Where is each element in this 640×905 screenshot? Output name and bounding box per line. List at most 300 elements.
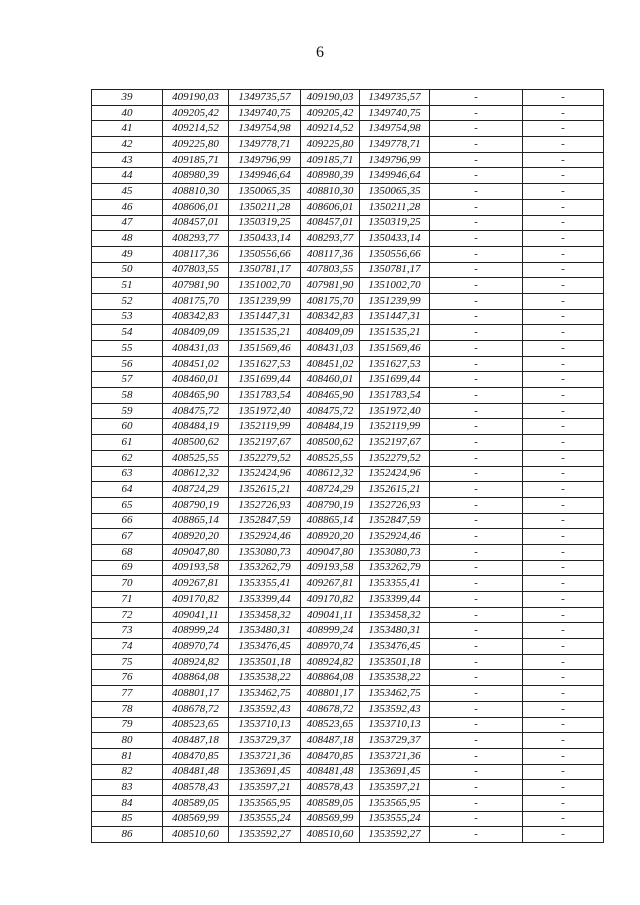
value-column-6: - [430,199,523,215]
y-coordinate-2: 1350433,14 [360,231,430,247]
x-coordinate: 408451,02 [163,356,229,372]
value-column-6: - [430,607,523,623]
point-number: 76 [92,670,163,686]
value-column-7: - [523,309,604,325]
value-column-7: - [523,764,604,780]
y-coordinate: 1353565,95 [229,795,301,811]
point-number: 77 [92,686,163,702]
value-column-7: - [523,748,604,764]
point-number: 51 [92,278,163,294]
y-coordinate-2: 1350319,25 [360,215,430,231]
y-coordinate: 1351972,40 [229,403,301,419]
x-coordinate-2: 408810,30 [301,184,360,200]
x-coordinate: 408589,05 [163,795,229,811]
value-column-7: - [523,560,604,576]
value-column-6: - [430,639,523,655]
page-number: 6 [316,44,324,61]
value-column-7: - [523,654,604,670]
x-coordinate: 408293,77 [163,231,229,247]
table-row [92,544,604,560]
y-coordinate: 1353399,44 [229,592,301,608]
point-number: 65 [92,497,163,513]
x-coordinate-2: 408612,32 [301,466,360,482]
y-coordinate: 1352119,99 [229,419,301,435]
y-coordinate: 1353480,31 [229,623,301,639]
value-column-7: - [523,278,604,294]
x-coordinate-2: 408117,36 [301,246,360,262]
x-coordinate: 408500,62 [163,435,229,451]
x-coordinate: 408678,72 [163,701,229,717]
x-coordinate-2: 408470,85 [301,748,360,764]
x-coordinate-2: 409190,03 [301,90,360,106]
x-coordinate-2: 409185,71 [301,152,360,168]
value-column-7: - [523,215,604,231]
table-row [92,623,604,639]
y-coordinate: 1352726,93 [229,497,301,513]
table-row [92,403,604,419]
value-column-7: - [523,137,604,153]
y-coordinate-2: 1353080,73 [360,544,430,560]
x-coordinate: 408864,08 [163,670,229,686]
point-number: 83 [92,780,163,796]
y-coordinate: 1353462,75 [229,686,301,702]
x-coordinate-2: 408606,01 [301,199,360,215]
y-coordinate-2: 1353691,45 [360,764,430,780]
value-column-6: - [430,576,523,592]
value-column-6: - [430,435,523,451]
value-column-7: - [523,686,604,702]
y-coordinate: 1352424,96 [229,466,301,482]
value-column-7: - [523,121,604,137]
y-coordinate-2: 1353480,31 [360,623,430,639]
table-row [92,497,604,513]
y-coordinate-2: 1351002,70 [360,278,430,294]
y-coordinate-2: 1353555,24 [360,811,430,827]
value-column-6: - [430,686,523,702]
x-coordinate-2: 408970,74 [301,639,360,655]
table-row [92,388,604,404]
value-column-6: - [430,497,523,513]
table-row [92,827,604,843]
x-coordinate: 408865,14 [163,513,229,529]
value-column-7: - [523,623,604,639]
table-row [92,215,604,231]
table-row [92,246,604,262]
value-column-6: - [430,811,523,827]
point-number: 62 [92,450,163,466]
x-coordinate-2: 408481,48 [301,764,360,780]
value-column-6: - [430,701,523,717]
table-row [92,701,604,717]
x-coordinate: 409267,81 [163,576,229,592]
y-coordinate: 1350781,17 [229,262,301,278]
value-column-7: - [523,827,604,843]
value-column-7: - [523,592,604,608]
y-coordinate: 1352197,67 [229,435,301,451]
value-column-6: - [430,482,523,498]
x-coordinate-2: 408999,24 [301,623,360,639]
point-number: 39 [92,90,163,106]
point-number: 50 [92,262,163,278]
y-coordinate-2: 1350211,28 [360,199,430,215]
x-coordinate-2: 408864,08 [301,670,360,686]
x-coordinate-2: 408510,60 [301,827,360,843]
point-number: 80 [92,733,163,749]
x-coordinate-2: 409205,42 [301,105,360,121]
y-coordinate-2: 1349796,99 [360,152,430,168]
value-column-6: - [430,795,523,811]
y-coordinate-2: 1353721,36 [360,748,430,764]
table-row [92,748,604,764]
table-row [92,686,604,702]
y-coordinate-2: 1350781,17 [360,262,430,278]
y-coordinate: 1351783,54 [229,388,301,404]
y-coordinate-2: 1351569,46 [360,341,430,357]
x-coordinate: 407981,90 [163,278,229,294]
value-column-6: - [430,231,523,247]
x-coordinate-2: 409225,80 [301,137,360,153]
y-coordinate-2: 1349754,98 [360,121,430,137]
table-row [92,717,604,733]
value-column-6: - [430,215,523,231]
y-coordinate: 1353501,18 [229,654,301,670]
y-coordinate: 1352847,59 [229,513,301,529]
point-number: 57 [92,372,163,388]
y-coordinate: 1353592,43 [229,701,301,717]
value-column-7: - [523,419,604,435]
x-coordinate: 408487,18 [163,733,229,749]
x-coordinate-2: 408342,83 [301,309,360,325]
value-column-7: - [523,341,604,357]
value-column-7: - [523,105,604,121]
table-row [92,90,604,106]
value-column-7: - [523,293,604,309]
point-number: 42 [92,137,163,153]
coordinates-table-body [92,90,604,843]
y-coordinate: 1349735,57 [229,90,301,106]
x-coordinate-2: 408500,62 [301,435,360,451]
value-column-7: - [523,246,604,262]
point-number: 79 [92,717,163,733]
value-column-7: - [523,403,604,419]
table-row [92,435,604,451]
y-coordinate: 1352924,46 [229,529,301,545]
y-coordinate-2: 1352119,99 [360,419,430,435]
y-coordinate: 1352279,52 [229,450,301,466]
point-number: 63 [92,466,163,482]
y-coordinate: 1353458,32 [229,607,301,623]
y-coordinate-2: 1351627,53 [360,356,430,372]
x-coordinate: 409185,71 [163,152,229,168]
point-number: 47 [92,215,163,231]
x-coordinate: 409190,03 [163,90,229,106]
y-coordinate-2: 1351239,99 [360,293,430,309]
table-row [92,482,604,498]
x-coordinate-2: 408451,02 [301,356,360,372]
value-column-7: - [523,325,604,341]
y-coordinate-2: 1351447,31 [360,309,430,325]
y-coordinate-2: 1353565,95 [360,795,430,811]
value-column-6: - [430,356,523,372]
value-column-7: - [523,733,604,749]
y-coordinate: 1350433,14 [229,231,301,247]
value-column-6: - [430,105,523,121]
value-column-6: - [430,278,523,294]
x-coordinate-2: 408801,17 [301,686,360,702]
y-coordinate: 1351447,31 [229,309,301,325]
point-number: 43 [92,152,163,168]
point-number: 75 [92,654,163,670]
value-column-6: - [430,529,523,545]
x-coordinate-2: 408460,01 [301,372,360,388]
y-coordinate: 1353597,21 [229,780,301,796]
table-row [92,592,604,608]
y-coordinate-2: 1349735,57 [360,90,430,106]
y-coordinate-2: 1351535,21 [360,325,430,341]
point-number: 70 [92,576,163,592]
x-coordinate: 408481,48 [163,764,229,780]
value-column-6: - [430,592,523,608]
point-number: 66 [92,513,163,529]
y-coordinate-2: 1353592,27 [360,827,430,843]
value-column-7: - [523,482,604,498]
point-number: 84 [92,795,163,811]
value-column-7: - [523,450,604,466]
value-column-7: - [523,90,604,106]
table-row [92,764,604,780]
table-row [92,199,604,215]
y-coordinate-2: 1353597,21 [360,780,430,796]
x-coordinate: 408342,83 [163,309,229,325]
y-coordinate-2: 1352197,67 [360,435,430,451]
x-coordinate-2: 408484,19 [301,419,360,435]
y-coordinate-2: 1353729,37 [360,733,430,749]
table-row [92,137,604,153]
y-coordinate: 1353262,79 [229,560,301,576]
y-coordinate-2: 1353262,79 [360,560,430,576]
value-column-6: - [430,466,523,482]
x-coordinate-2: 408457,01 [301,215,360,231]
value-column-6: - [430,325,523,341]
value-column-6: - [430,403,523,419]
y-coordinate: 1353729,37 [229,733,301,749]
x-coordinate: 408578,43 [163,780,229,796]
value-column-7: - [523,199,604,215]
x-coordinate-2: 408523,65 [301,717,360,733]
x-coordinate: 409214,52 [163,121,229,137]
y-coordinate-2: 1352615,21 [360,482,430,498]
x-coordinate: 408980,39 [163,168,229,184]
x-coordinate: 408460,01 [163,372,229,388]
table-row [92,231,604,247]
table-row [92,168,604,184]
x-coordinate: 408525,55 [163,450,229,466]
x-coordinate-2: 408431,03 [301,341,360,357]
point-number: 40 [92,105,163,121]
y-coordinate: 1353476,45 [229,639,301,655]
x-coordinate-2: 407981,90 [301,278,360,294]
value-column-6: - [430,121,523,137]
x-coordinate: 408409,09 [163,325,229,341]
value-column-6: - [430,450,523,466]
x-coordinate: 408465,90 [163,388,229,404]
table-row [92,670,604,686]
y-coordinate-2: 1353592,43 [360,701,430,717]
point-number: 56 [92,356,163,372]
table-row [92,309,604,325]
point-number: 59 [92,403,163,419]
y-coordinate: 1349740,75 [229,105,301,121]
x-coordinate: 408790,19 [163,497,229,513]
value-column-7: - [523,231,604,247]
x-coordinate: 408970,74 [163,639,229,655]
table-row [92,121,604,137]
table-row [92,152,604,168]
value-column-6: - [430,544,523,560]
y-coordinate-2: 1350556,66 [360,246,430,262]
point-number: 68 [92,544,163,560]
table-row [92,184,604,200]
value-column-7: - [523,466,604,482]
x-coordinate: 408924,82 [163,654,229,670]
value-column-7: - [523,184,604,200]
value-column-7: - [523,607,604,623]
point-number: 53 [92,309,163,325]
y-coordinate-2: 1353501,18 [360,654,430,670]
point-number: 45 [92,184,163,200]
x-coordinate: 408569,99 [163,811,229,827]
point-number: 49 [92,246,163,262]
table-row [92,341,604,357]
y-coordinate-2: 1349778,71 [360,137,430,153]
table-row [92,262,604,278]
table-row [92,780,604,796]
value-column-7: - [523,356,604,372]
table-row [92,450,604,466]
x-coordinate-2: 408865,14 [301,513,360,529]
x-coordinate-2: 408790,19 [301,497,360,513]
x-coordinate: 408810,30 [163,184,229,200]
y-coordinate: 1353080,73 [229,544,301,560]
value-column-6: - [430,293,523,309]
point-number: 55 [92,341,163,357]
y-coordinate-2: 1351972,40 [360,403,430,419]
y-coordinate-2: 1350065,35 [360,184,430,200]
x-coordinate: 409225,80 [163,137,229,153]
x-coordinate-2: 408589,05 [301,795,360,811]
y-coordinate-2: 1353538,22 [360,670,430,686]
point-number: 61 [92,435,163,451]
y-coordinate: 1351239,99 [229,293,301,309]
y-coordinate: 1351535,21 [229,325,301,341]
value-column-7: - [523,388,604,404]
x-coordinate: 408606,01 [163,199,229,215]
y-coordinate-2: 1352847,59 [360,513,430,529]
x-coordinate-2: 409170,82 [301,592,360,608]
value-column-7: - [523,435,604,451]
table-row [92,293,604,309]
y-coordinate: 1353721,36 [229,748,301,764]
value-column-6: - [430,419,523,435]
value-column-6: - [430,388,523,404]
value-column-7: - [523,372,604,388]
x-coordinate-2: 408175,70 [301,293,360,309]
y-coordinate-2: 1349740,75 [360,105,430,121]
y-coordinate: 1353555,24 [229,811,301,827]
value-column-6: - [430,262,523,278]
value-column-6: - [430,184,523,200]
value-column-7: - [523,811,604,827]
x-coordinate: 408724,29 [163,482,229,498]
x-coordinate: 408457,01 [163,215,229,231]
point-number: 71 [92,592,163,608]
x-coordinate-2: 408578,43 [301,780,360,796]
x-coordinate: 408484,19 [163,419,229,435]
table-row [92,560,604,576]
value-column-6: - [430,780,523,796]
x-coordinate: 408175,70 [163,293,229,309]
value-column-7: - [523,152,604,168]
value-column-6: - [430,748,523,764]
table-row [92,372,604,388]
y-coordinate-2: 1353399,44 [360,592,430,608]
point-number: 69 [92,560,163,576]
y-coordinate: 1353691,45 [229,764,301,780]
value-column-7: - [523,497,604,513]
y-coordinate: 1351569,46 [229,341,301,357]
y-coordinate-2: 1353476,45 [360,639,430,655]
value-column-7: - [523,262,604,278]
table-row [92,607,604,623]
point-number: 41 [92,121,163,137]
x-coordinate-2: 408465,90 [301,388,360,404]
value-column-7: - [523,701,604,717]
x-coordinate-2: 409267,81 [301,576,360,592]
y-coordinate: 1351002,70 [229,278,301,294]
y-coordinate-2: 1352424,96 [360,466,430,482]
point-number: 82 [92,764,163,780]
table-row [92,466,604,482]
y-coordinate: 1350319,25 [229,215,301,231]
table-row [92,419,604,435]
x-coordinate-2: 408293,77 [301,231,360,247]
x-coordinate-2: 409193,58 [301,560,360,576]
x-coordinate-2: 408924,82 [301,654,360,670]
table-row [92,325,604,341]
value-column-6: - [430,654,523,670]
x-coordinate: 408431,03 [163,341,229,357]
y-coordinate: 1350211,28 [229,199,301,215]
y-coordinate: 1349754,98 [229,121,301,137]
value-column-7: - [523,168,604,184]
point-number: 81 [92,748,163,764]
x-coordinate: 409205,42 [163,105,229,121]
value-column-7: - [523,576,604,592]
table-row [92,576,604,592]
y-coordinate: 1349946,64 [229,168,301,184]
y-coordinate: 1349778,71 [229,137,301,153]
x-coordinate-2: 408569,99 [301,811,360,827]
x-coordinate: 408510,60 [163,827,229,843]
value-column-6: - [430,168,523,184]
point-number: 46 [92,199,163,215]
point-number: 44 [92,168,163,184]
value-column-6: - [430,90,523,106]
table-row [92,795,604,811]
point-number: 60 [92,419,163,435]
point-number: 72 [92,607,163,623]
x-coordinate: 409193,58 [163,560,229,576]
